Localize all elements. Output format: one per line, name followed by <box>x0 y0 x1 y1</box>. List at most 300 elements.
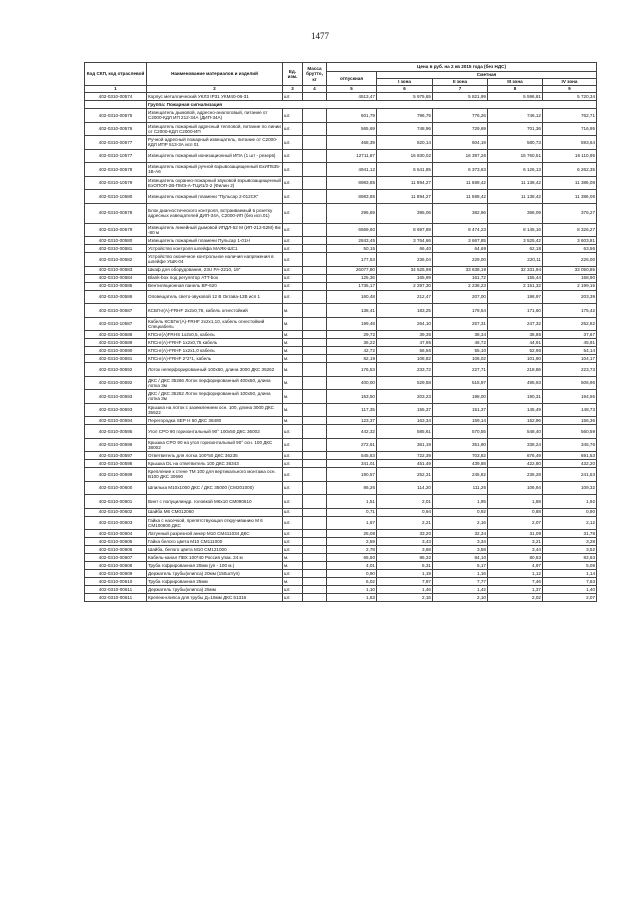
zone4-price: 54,14 <box>543 347 597 355</box>
release-price: 42,72 <box>327 347 377 355</box>
group-code-cell <box>85 101 147 109</box>
item-code: 402-0310-00583 <box>85 266 147 274</box>
zone4-price: 109,32 <box>543 481 597 495</box>
item-mass <box>303 355 327 363</box>
item-unit: шт. <box>283 274 303 282</box>
zone3-price: 106,94 <box>488 481 543 495</box>
col-release-header: отпускная <box>327 72 377 86</box>
col-index: 4 <box>303 86 327 93</box>
item-code: 402-0310-00581 <box>85 245 147 253</box>
zone4-price: 1,92 <box>543 495 597 509</box>
col-index: 8 <box>488 86 543 93</box>
zone1-price: 2,01 <box>377 495 433 509</box>
release-price: 138,41 <box>327 304 377 318</box>
release-price: 6569,60 <box>327 223 377 237</box>
table-row <box>85 93 597 101</box>
zone3-price: 676,49 <box>488 452 543 460</box>
zone1-price: 235,04 <box>377 253 433 267</box>
zone3-price: 198,97 <box>488 290 543 304</box>
item-mass <box>303 122 327 136</box>
zone4-price: 156,36 <box>543 417 597 425</box>
item-name: Крышка DL на ответвитель 100 ДКС 36343 <box>147 460 283 468</box>
table-row <box>85 304 597 318</box>
item-mass <box>303 594 327 602</box>
item-code: 402-0310-00589 <box>85 339 147 347</box>
zone2-price: 245,82 <box>433 468 488 482</box>
item-unit: м. <box>283 355 303 363</box>
item-name: Шкаф для оборудования, 23U РА-2210, 19" <box>147 266 283 274</box>
zone1-price: 155,37 <box>377 403 433 417</box>
zone2-price: 5 821,99 <box>433 93 488 101</box>
table-row <box>85 363 597 377</box>
zone3-price: 338,24 <box>488 438 543 452</box>
zone2-price: 2,10 <box>433 594 488 602</box>
release-price: 545,63 <box>327 452 377 460</box>
item-code: 402-0310-00602 <box>85 508 147 516</box>
zone4-price: 506,96 <box>543 376 597 390</box>
release-price: 2,78 <box>327 546 377 554</box>
zone3-price: 2,07 <box>488 516 543 530</box>
zone3-price: 31,09 <box>488 530 543 538</box>
zone2-price: 111,26 <box>433 481 488 495</box>
zone2-price: 1,42 <box>433 586 488 594</box>
item-code: 402-0310-00607 <box>85 554 147 562</box>
item-code: 402-0310-00579 <box>85 223 147 237</box>
zone3-price: 580,73 <box>488 136 543 150</box>
item-name: Крепеж-клипса для трубы Д=16мм ДКС 51316 <box>147 594 283 602</box>
item-mass <box>303 495 327 509</box>
zone4-price: 6 262,35 <box>543 163 597 177</box>
zone3-price: 236,28 <box>488 468 543 482</box>
zone2-price: 8 474,23 <box>433 223 488 237</box>
zone4-price: 11 386,08 <box>543 190 597 204</box>
item-mass <box>303 266 327 274</box>
zone4-price: 762,71 <box>543 109 597 123</box>
item-name: Гайка с насечкой, препятствующая откручиванию М 6 CM100600 ДКС <box>147 516 283 530</box>
table-row <box>85 331 597 339</box>
table-row <box>85 438 597 452</box>
zone2-price: 6 373,63 <box>433 163 488 177</box>
item-unit: м. <box>283 578 303 586</box>
table-body <box>85 93 597 602</box>
zone4-price: 2,12 <box>543 516 597 530</box>
zone1-price: 2,21 <box>377 516 433 530</box>
zone1-price: 6 541,85 <box>377 163 433 177</box>
zone4-price: 3 603,81 <box>543 237 597 245</box>
zone4-price: 203,39 <box>543 290 597 304</box>
item-mass <box>303 304 327 318</box>
table-row <box>85 516 597 530</box>
col-index: 5 <box>327 86 377 93</box>
item-name: Шайба, белого цвета M10 CM121000 <box>147 546 283 554</box>
col-name-header: Наименование материалов и изделий <box>147 63 283 86</box>
zone3-price: 1,37 <box>488 586 543 594</box>
zone3-price: 6 126,13 <box>488 163 543 177</box>
table-row <box>85 594 597 602</box>
item-name: Устройство контроля шлейфа МАЯК-ШС1 <box>147 245 283 253</box>
zone1-price: 796,75 <box>377 109 433 123</box>
table-row <box>85 274 597 282</box>
zone4-price: 158,90 <box>543 274 597 282</box>
item-unit: шт. <box>283 460 303 468</box>
item-unit: шт. <box>283 136 303 150</box>
zone3-price: 746,12 <box>488 109 543 123</box>
zone4-price: 716,95 <box>543 122 597 136</box>
zone1-price: 212,47 <box>377 290 433 304</box>
item-mass <box>303 176 327 190</box>
zone4-price: 33 050,85 <box>543 266 597 274</box>
item-name: Перегородка SEP H 50 ДКС 36480 <box>147 417 283 425</box>
col-index: 6 <box>377 86 433 93</box>
item-unit: м. <box>283 562 303 570</box>
item-mass <box>303 452 327 460</box>
zone1-price: 529,58 <box>377 376 433 390</box>
release-price: 190,57 <box>327 468 377 482</box>
group-title: Группа: Пожарная сигнализация <box>147 101 597 109</box>
zone1-price: 203,23 <box>377 390 433 404</box>
item-name: КПСнг(А)FRHS 1х2х0,5, кабель <box>147 331 283 339</box>
zone1-price: 361,19 <box>377 438 433 452</box>
item-name: Шайба М6 CM012060 <box>147 508 283 516</box>
zone1-price: 8 697,89 <box>377 223 433 237</box>
zone1-price: 748,96 <box>377 122 433 136</box>
item-name: КПСнг(А)-FRHF 1х2х0,75 кабель <box>147 339 283 347</box>
col-index: 3 <box>283 86 303 93</box>
item-code: 402-0310-00586 <box>85 290 147 304</box>
zone3-price: 495,93 <box>488 376 543 390</box>
item-mass <box>303 163 327 177</box>
zone2-price: 3,58 <box>433 546 488 554</box>
item-name: Кабель КСБГнг(А)-FRHF 2х2х1,10, кабель огнестойкий Спецкабель <box>147 317 283 331</box>
zone1-price: 2,16 <box>377 594 433 602</box>
item-code: 402-0310-00596 <box>85 438 147 452</box>
zone3-price: 36,85 <box>488 331 543 339</box>
item-name: Извещатель охранно-пожарный звуковой взрывозащищенный ExОПОП-2В-ПМЭ-А-ТЦИ1/2-2 (Филин 2) <box>148 177 281 188</box>
item-unit: шт. <box>283 203 303 223</box>
item-unit: шт. <box>283 468 303 482</box>
release-price: 8983,85 <box>327 190 377 204</box>
zone3-price: 155,44 <box>488 274 543 282</box>
zone3-price: 32 331,94 <box>488 266 543 274</box>
release-price: 296,69 <box>327 203 377 223</box>
zone1-price: 66,40 <box>377 245 433 253</box>
item-unit: шт. <box>283 253 303 267</box>
item-code: 402-0310-00578 <box>85 203 147 223</box>
item-unit: м. <box>283 363 303 377</box>
item-mass <box>303 203 327 223</box>
table-row <box>85 163 597 177</box>
release-price: 177,53 <box>327 253 377 267</box>
release-price: 29,72 <box>327 331 377 339</box>
item-unit: шт. <box>283 594 303 602</box>
zone4-price: 2,07 <box>543 594 597 602</box>
col-price-header: Цена в руб. на 2 кв 2015 года (без НДС) <box>327 63 597 72</box>
zone3-price: 3,21 <box>488 538 543 546</box>
zone1-price: 56,56 <box>377 347 433 355</box>
table-row <box>85 452 597 460</box>
zone4-price: 7,63 <box>543 578 597 586</box>
zone2-price: 3,34 <box>433 538 488 546</box>
item-mass <box>303 190 327 204</box>
item-mass <box>303 546 327 554</box>
zone2-price: 84,10 <box>433 554 488 562</box>
zone2-price: 3 667,85 <box>433 237 488 245</box>
zone1-price: 3,43 <box>377 538 433 546</box>
item-unit: шт. <box>283 570 303 578</box>
item-mass <box>303 149 327 163</box>
zone1-price: 451,49 <box>377 460 433 468</box>
item-unit: шт. <box>283 290 303 304</box>
zone4-price: 376,27 <box>543 203 597 223</box>
item-code: 402-0310-00599 <box>85 468 147 482</box>
release-price: 0,90 <box>327 570 377 578</box>
item-unit: шт. <box>283 149 303 163</box>
zone2-price: 159,14 <box>433 417 488 425</box>
zone4-price: 175,42 <box>543 304 597 318</box>
item-code: 402-0310-10580 <box>85 190 147 204</box>
item-code: 402-0310-00592 <box>85 363 147 377</box>
item-code: 402-0310-00601 <box>85 495 147 509</box>
item-code: 402-0310-00593 <box>85 390 147 404</box>
zone2-price: 1,16 <box>433 570 488 578</box>
zone2-price: 32,34 <box>433 530 488 538</box>
release-price: 123,37 <box>327 417 377 425</box>
release-price: 0,71 <box>327 508 377 516</box>
zone4-price: 3,52 <box>543 546 597 554</box>
item-name: Извещатель пожарный пламени Пульсар 1-01Н <box>147 237 283 245</box>
table-row <box>85 253 597 267</box>
release-price: 125,36 <box>327 274 377 282</box>
item-name: Ответвитель для лотка 100*50 ДКС 36235 <box>147 452 283 460</box>
zone3-price: 52,96 <box>488 347 543 355</box>
zone2-price: 198,00 <box>433 390 488 404</box>
col-index: 2 <box>147 86 283 93</box>
item-code: 402-0310-00611 <box>85 594 147 602</box>
zone4-price: 252,82 <box>543 317 597 331</box>
release-price: 117,35 <box>327 403 377 417</box>
zone1-price: 33,20 <box>377 530 433 538</box>
release-price: 1,67 <box>327 516 377 530</box>
item-name: Извещатель пожарный ионизационный ИПА (1 шт - резерв) <box>147 149 283 163</box>
item-code: 402-0310-00604 <box>85 530 147 538</box>
zone2-price: 227,71 <box>433 363 488 377</box>
zone4-price: 225,00 <box>543 253 597 267</box>
table-row <box>85 203 597 223</box>
item-name: Труба гофрированная 20мм (уп - 100 м.) <box>147 562 283 570</box>
zone3-price: 4,97 <box>488 562 543 570</box>
table-row <box>85 122 597 136</box>
zone1-price: 39,35 <box>377 331 433 339</box>
zone4-price: 148,73 <box>543 403 597 417</box>
item-name: Устройство оконечное контрольное наличия напряжения в шлейфе УШК-04 <box>147 253 283 267</box>
col-index: 1 <box>85 86 147 93</box>
table-row <box>85 578 597 586</box>
zone2-price: 515,97 <box>433 376 488 390</box>
table-row <box>85 508 597 516</box>
zone1-price: 5 975,65 <box>377 93 433 101</box>
zone4-price: 16 110,95 <box>543 149 597 163</box>
col-index: 9 <box>543 86 597 93</box>
item-code: 402-0310-00608 <box>85 562 147 570</box>
zone4-price: 5,08 <box>543 562 597 570</box>
item-unit: шт. <box>283 452 303 460</box>
table-row <box>85 339 597 347</box>
zone1-price: 86,32 <box>377 554 433 562</box>
zone4-price: 1,40 <box>543 586 597 594</box>
table-row <box>85 282 597 290</box>
zone2-price: 33 638,19 <box>433 266 488 274</box>
table-row <box>85 460 597 468</box>
release-price: 199,48 <box>327 317 377 331</box>
zone4-price: 593,64 <box>543 136 597 150</box>
table-row <box>85 355 597 363</box>
table-row <box>85 417 597 425</box>
table-row <box>85 586 597 594</box>
item-code: 402-0310-00600 <box>85 481 147 495</box>
col-zone4-header: IV зона <box>543 79 597 86</box>
item-unit: шт. <box>283 245 303 253</box>
zone2-price: 106,02 <box>433 355 488 363</box>
zone4-price: 11 386,08 <box>543 176 597 190</box>
table-row <box>85 562 597 570</box>
release-price: 400,00 <box>327 376 377 390</box>
item-unit: шт. <box>283 223 303 237</box>
item-code: 402-0310-10577 <box>85 149 147 163</box>
zone1-price: 7,97 <box>377 578 433 586</box>
zone3-price: 11 138,42 <box>488 176 543 190</box>
release-price: 442,32 <box>327 425 377 439</box>
item-mass <box>303 578 327 586</box>
item-name: Извещатель пожарный пламени "Пульсар 2-012СК" <box>147 190 283 204</box>
release-price: 12711,87 <box>327 149 377 163</box>
item-mass <box>303 417 327 425</box>
item-unit: шт. <box>283 176 303 190</box>
zone3-price: 62,18 <box>488 245 543 253</box>
zone1-price: 16 830,02 <box>377 149 433 163</box>
zone3-price: 171,60 <box>488 304 543 318</box>
zone3-price: 15 760,51 <box>488 149 543 163</box>
table-row <box>85 190 597 204</box>
item-mass <box>303 253 327 267</box>
item-name: Держатель трубы(клипса) 20мм (150шт/уп) <box>147 570 283 578</box>
item-unit: шт. <box>283 586 303 594</box>
item-name: Оповещатель свето-звуковой 12 В Октава-12В исп 1 <box>147 290 283 304</box>
release-price: 6,02 <box>327 578 377 586</box>
zone4-price: 8 326,27 <box>543 223 597 237</box>
zone2-price: 16 397,26 <box>433 149 488 163</box>
zone1-price: 11 894,27 <box>377 176 433 190</box>
col-estimate-header: Сметная <box>377 72 597 79</box>
zone3-price: 3,44 <box>488 546 543 554</box>
item-code: 402-0310-00585 <box>85 282 147 290</box>
zone3-price: 2 151,32 <box>488 282 543 290</box>
item-mass <box>303 93 327 101</box>
item-name: ДКС / ДКС 35262 Лоток перфорированный 100х50, длина лотка 3м <box>147 390 283 404</box>
zone1-price: 264,10 <box>377 317 433 331</box>
item-name: КСБГнг(А)-FRHF 2х2х0,78, кабель огнестойкий <box>147 304 283 318</box>
item-mass <box>303 136 327 150</box>
table-row <box>85 468 597 482</box>
item-mass <box>303 363 327 377</box>
price-table <box>84 62 597 602</box>
item-code: 402-0310-00587 <box>85 304 147 318</box>
col-zone3-header: III зона <box>488 79 543 86</box>
zone3-price: 1,88 <box>488 495 543 509</box>
item-name: Труба гофрированная 25мм <box>147 578 283 586</box>
release-price: 272,61 <box>327 438 377 452</box>
zone4-price: 2 199,15 <box>543 282 597 290</box>
table-row <box>85 109 597 123</box>
release-price: 153,50 <box>327 390 377 404</box>
item-mass <box>303 468 327 482</box>
item-mass <box>303 460 327 468</box>
zone2-price: 257,31 <box>433 317 488 331</box>
table-row <box>85 425 597 439</box>
zone1-price: 2 297,30 <box>377 282 433 290</box>
zone3-price: 7,46 <box>488 578 543 586</box>
col-code-header: Код СКП, код отраслевой <box>85 63 147 86</box>
table-row <box>85 390 597 404</box>
zone1-price: 620,14 <box>377 136 433 150</box>
table-row <box>85 245 597 253</box>
zone1-price: 252,31 <box>377 468 433 482</box>
item-code: 402-0310-10587 <box>85 317 147 331</box>
zone1-price: 114,20 <box>377 481 433 495</box>
item-mass <box>303 290 327 304</box>
table-row <box>85 570 597 578</box>
item-code: 402-0310-00584 <box>85 274 147 282</box>
item-mass <box>303 438 327 452</box>
item-unit: шт. <box>283 109 303 123</box>
release-price: 8983,85 <box>327 176 377 190</box>
zone1-price: 34 525,98 <box>377 266 433 274</box>
item-unit: шт. <box>283 266 303 274</box>
zone2-price: 178,54 <box>433 304 488 318</box>
item-code: 402-0310-00593 <box>85 403 147 417</box>
zone2-price: 703,82 <box>433 452 488 460</box>
item-mass <box>303 274 327 282</box>
zone3-price: 145,49 <box>488 403 543 417</box>
item-unit: шт. <box>283 122 303 136</box>
item-code: 402-0310-00603 <box>85 516 147 530</box>
item-unit: шт. <box>283 163 303 177</box>
table-row <box>85 176 597 190</box>
zone4-price: 241,53 <box>543 468 597 482</box>
zone4-price: 194,55 <box>543 390 597 404</box>
zone3-price: 422,80 <box>488 460 543 468</box>
zone2-price: 570,55 <box>433 425 488 439</box>
zone4-price: 560,59 <box>543 425 597 439</box>
item-name: Корпус металлический УКЛ3 IP31 УКМ40-06-31 <box>147 93 283 101</box>
release-price: 26077,80 <box>327 266 377 274</box>
item-name: Извещатель пожарный ручной взрывозащищенный ExИП535-1В-А6 <box>147 163 283 177</box>
zone2-price: 161,72 <box>433 274 488 282</box>
item-unit: м. <box>283 390 303 404</box>
zone2-price: 382,96 <box>433 203 488 223</box>
item-unit: м. <box>283 347 303 355</box>
zone2-price: 229,00 <box>433 253 488 267</box>
item-name: Blank-box под регулятор ATT-box <box>147 274 283 282</box>
zone3-price: 80,83 <box>488 554 543 562</box>
release-price: 1,51 <box>327 495 377 509</box>
item-mass <box>303 562 327 570</box>
zone1-price: 233,72 <box>377 363 433 377</box>
item-name: Ручной адресный пожарный извещатель, питание от С2000-КДЛ ИПР 513-3А исп 01 <box>147 136 283 150</box>
item-mass <box>303 516 327 530</box>
zone4-price: 0,90 <box>543 508 597 516</box>
item-name: Кабель-канал ПВХ 100*40 Россия упак. 24 м <box>147 554 283 562</box>
item-unit: шт. <box>283 438 303 452</box>
